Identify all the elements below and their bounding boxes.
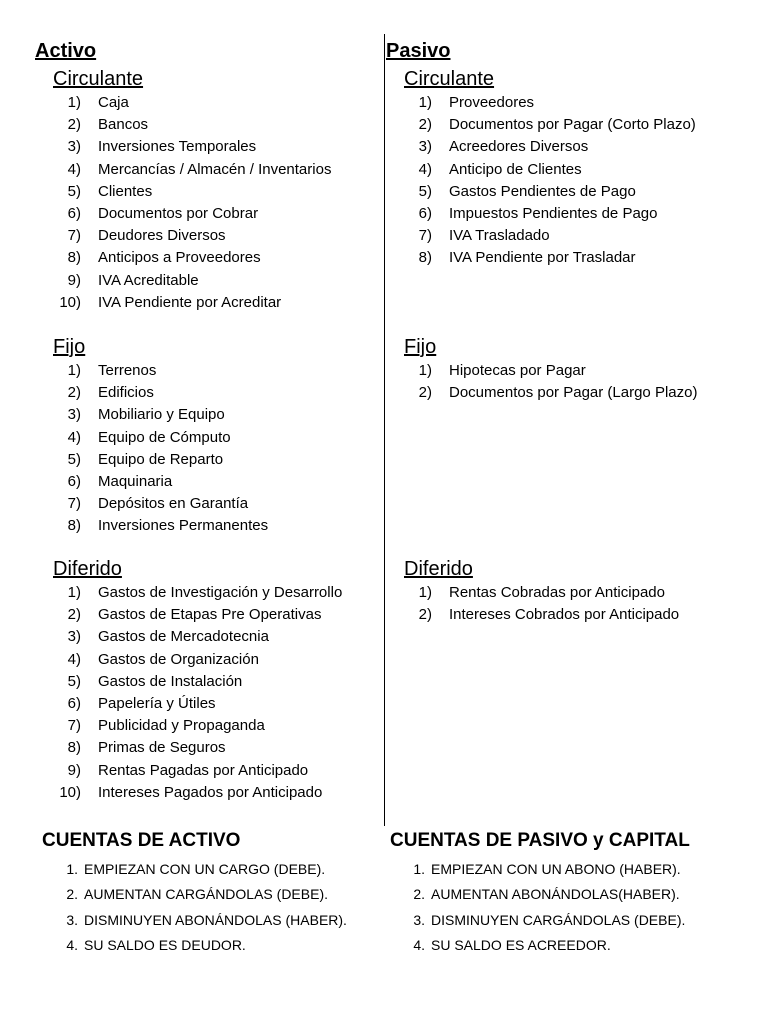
pasivo-fijo-section: [404, 334, 698, 404]
list-item-label: Documentos por Pagar (Largo Plazo): [449, 384, 698, 402]
list-item-number: 2.: [413, 886, 425, 903]
list-item: [53, 247, 261, 269]
list-item-label: AUMENTAN ABONÁNDOLAS(HABER).: [431, 886, 680, 903]
list-item: [53, 493, 249, 515]
list-item-number: 3): [67, 406, 81, 424]
list-item-label: DISMINUYEN ABONÁNDOLAS (HABER).: [84, 911, 347, 928]
list-item-label: Caja: [98, 94, 129, 111]
list-item-label: IVA Acreditable: [98, 271, 199, 289]
list-item-label: Anticipo de Clientes: [449, 160, 582, 178]
activo-fijo-list: [53, 360, 269, 538]
list-item-label: AUMENTAN CARGÁNDOLAS (DEBE).: [84, 886, 328, 903]
list-item-label: IVA Trasladado: [449, 227, 550, 245]
list-item: [53, 471, 173, 493]
activo-diferido-list: [53, 582, 343, 804]
list-item-number: 4.: [413, 936, 425, 953]
activo-circulante-title: Circulante: [53, 68, 144, 90]
list-item-number: 5): [67, 182, 81, 200]
list-item-label: Gastos de Investigación y Desarrollo: [98, 584, 343, 601]
list-item-label: Bancos: [98, 116, 149, 134]
list-item: [53, 404, 225, 426]
list-item: [53, 760, 309, 782]
list-item-number: 2): [67, 116, 81, 134]
list-item-number: 4): [67, 428, 81, 446]
list-item: [53, 382, 154, 404]
activo-rules-title: CUENTAS DE ACTIVO: [42, 830, 241, 851]
list-item-number: 1): [67, 584, 81, 601]
list-item-number: 1): [418, 94, 432, 111]
list-item-label: EMPIEZAN CON UN CARGO (DEBE).: [84, 861, 326, 877]
list-item: [53, 515, 269, 537]
list-item-number: 8): [67, 249, 81, 267]
list-item-number: 3): [67, 138, 81, 156]
list-item-label: Publicidad y Propaganda: [98, 717, 265, 735]
list-item-label: Deudores Diversos: [98, 227, 226, 245]
list-item-number: 2): [418, 384, 432, 402]
list-item: [404, 181, 636, 203]
list-item: [53, 292, 282, 314]
pasivo-circulante-title: Circulante: [404, 68, 495, 90]
list-item-label: Acreedores Diversos: [449, 138, 589, 156]
list-item-label: Clientes: [98, 182, 153, 200]
list-item: [404, 382, 698, 404]
list-item-number: 8): [67, 517, 81, 535]
list-item: [404, 159, 582, 181]
list-item-number: 5): [418, 182, 432, 200]
list-item-label: Gastos de Organización: [98, 650, 259, 668]
pasivo-fijo-list: [404, 360, 698, 404]
list-item: [53, 693, 216, 715]
list-item-label: SU SALDO ES ACREEDOR.: [431, 936, 611, 953]
list-item: [404, 114, 696, 136]
pasivo-diferido-list: [404, 582, 680, 626]
list-item-number: 7): [418, 227, 432, 245]
list-item-label: Gastos Pendientes de Pago: [449, 182, 636, 200]
list-item-number: 1): [418, 362, 432, 379]
list-item-number: 1.: [66, 861, 78, 877]
list-item-label: Gastos de Etapas Pre Operativas: [98, 606, 322, 624]
list-item-number: 9): [67, 271, 81, 289]
list-item-number: 6): [418, 204, 432, 222]
list-item-label: Proveedores: [449, 94, 535, 111]
pasivo-fijo-title: Fijo: [404, 336, 437, 358]
list-item-label: Edificios: [98, 384, 154, 402]
list-item-label: Equipo de Reparto: [98, 450, 224, 468]
list-item-number: 4.: [66, 936, 78, 953]
list-item-number: 2): [418, 116, 432, 134]
list-item: [53, 582, 343, 604]
list-item: [404, 203, 658, 225]
list-item-label: Documentos por Cobrar: [98, 204, 259, 222]
pasivo-rules-title: CUENTAS DE PASIVO y CAPITAL: [390, 830, 690, 851]
list-item: [53, 427, 231, 449]
pasivo-diferido-title: Diferido: [404, 558, 473, 580]
list-item-number: 7): [67, 717, 81, 735]
activo-fijo-section: [53, 334, 269, 538]
list-item: [53, 782, 323, 804]
list-item-label: Impuestos Pendientes de Pago: [449, 204, 658, 222]
list-item-number: 6): [67, 204, 81, 222]
list-item-label: Mercancías / Almacén / Inventarios: [98, 160, 332, 178]
list-item-label: Equipo de Cómputo: [98, 428, 231, 446]
list-item-number: 4): [67, 650, 81, 668]
list-item-label: Rentas Cobradas por Anticipado: [449, 584, 665, 601]
list-item-number: 7): [67, 227, 81, 245]
pasivo-title: Pasivo: [386, 40, 451, 62]
list-item-number: 1): [67, 362, 81, 379]
list-item-number: 8): [418, 249, 432, 267]
list-item: [404, 360, 586, 382]
list-item: [53, 114, 149, 136]
list-item-label: Gastos de Instalación: [98, 672, 243, 690]
list-item-number: 1): [67, 94, 81, 111]
pasivo-circulante-section: [404, 66, 696, 270]
activo-fijo-title: Fijo: [53, 336, 86, 358]
list-item-label: Intereses Pagados por Anticipado: [98, 783, 323, 801]
list-item: [53, 181, 153, 203]
list-item: [53, 449, 224, 471]
list-item-number: 6): [67, 472, 81, 490]
list-item-number: 2): [418, 606, 432, 624]
activo-diferido-title: Diferido: [53, 558, 122, 580]
list-item: [53, 136, 257, 158]
list-item: [53, 604, 322, 626]
list-item: [53, 92, 143, 114]
list-item-label: Mobiliario y Equipo: [98, 406, 225, 424]
list-item: [53, 270, 199, 292]
list-item: [53, 203, 259, 225]
list-item-label: Inversiones Permanentes: [98, 517, 269, 535]
activo-circulante-list: [53, 92, 332, 314]
list-item-number: 3): [67, 628, 81, 646]
list-item-label: Terrenos: [98, 362, 157, 379]
activo-column: [35, 38, 380, 801]
list-item-number: 1): [418, 584, 432, 601]
list-item: [53, 360, 157, 382]
list-item-label: Gastos de Mercadotecnia: [98, 628, 269, 646]
list-item-number: 3): [418, 138, 432, 156]
list-item-number: 3.: [66, 911, 78, 928]
list-item-number: 4): [67, 160, 81, 178]
list-item-label: Rentas Pagadas por Anticipado: [98, 761, 309, 779]
list-item-label: Maquinaria: [98, 472, 173, 490]
activo-diferido-section: [53, 556, 343, 804]
list-item-label: Inversiones Temporales: [98, 138, 257, 156]
list-item: [53, 737, 226, 759]
list-item: [53, 626, 269, 648]
list-item: [404, 604, 680, 626]
list-item-label: SU SALDO ES DEUDOR.: [84, 936, 246, 953]
list-item-number: 5): [67, 450, 81, 468]
list-item-number: 10): [59, 293, 81, 311]
list-item-label: EMPIEZAN CON UN ABONO (HABER).: [431, 861, 681, 877]
list-item-label: Primas de Seguros: [98, 739, 226, 757]
column-divider: [384, 34, 385, 826]
list-item: [53, 715, 265, 737]
list-item-label: Anticipos a Proveedores: [98, 249, 261, 267]
list-item-number: 2): [67, 606, 81, 624]
list-item: [53, 649, 259, 671]
list-item-number: 5): [67, 672, 81, 690]
list-item-number: 10): [59, 783, 81, 801]
pasivo-circulante-list: [404, 92, 696, 270]
list-item-label: IVA Pendiente por Acreditar: [98, 293, 282, 311]
list-item-number: 8): [67, 739, 81, 757]
list-item: [404, 582, 665, 604]
list-item-number: 9): [67, 761, 81, 779]
list-item-label: Papelería y Útiles: [98, 694, 216, 712]
list-item-number: 3.: [413, 911, 425, 928]
list-item-label: DISMINUYEN CARGÁNDOLAS (DEBE).: [431, 911, 686, 928]
list-item: [53, 225, 226, 247]
list-item-label: Intereses Cobrados por Anticipado: [449, 606, 680, 624]
list-item-label: IVA Pendiente por Trasladar: [449, 249, 636, 267]
activo-circulante-section: [53, 66, 332, 314]
list-item-number: 2): [67, 384, 81, 402]
activo-title: Activo: [35, 40, 97, 62]
list-item-number: 4): [418, 160, 432, 178]
list-item-number: 7): [67, 495, 81, 513]
list-item: [404, 225, 550, 247]
list-item: [53, 159, 332, 181]
list-item-number: 6): [67, 694, 81, 712]
list-item-label: Documentos por Pagar (Corto Plazo): [449, 116, 696, 134]
list-item-number: 1.: [413, 861, 425, 877]
list-item: [404, 247, 636, 269]
list-item-number: 2.: [66, 886, 78, 903]
list-item: [404, 92, 535, 114]
list-item-label: Hipotecas por Pagar: [449, 362, 586, 379]
pasivo-column: [386, 38, 756, 624]
list-item: [404, 136, 589, 158]
pasivo-diferido-section: [404, 556, 680, 626]
list-item: [53, 671, 243, 693]
list-item-label: Depósitos en Garantía: [98, 495, 249, 513]
